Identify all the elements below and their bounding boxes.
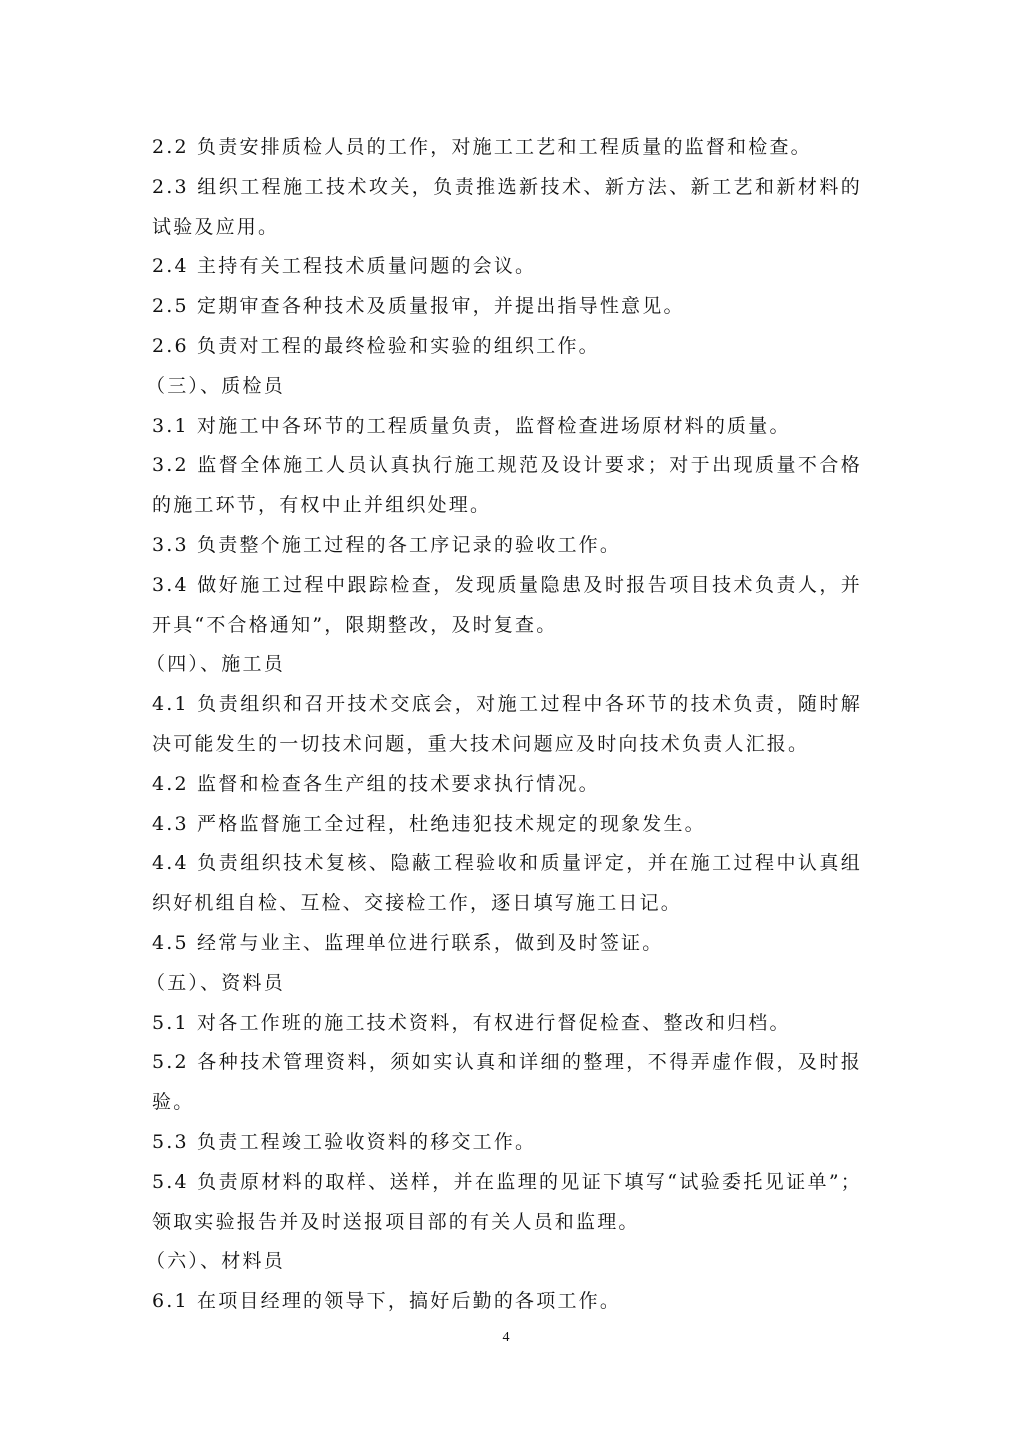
paragraph-4-1: 4.1 负责组织和召开技术交底会，对施工过程中各环节的技术负责，随时解决可能发生的一切技术问题，重大技术问题应及时向技术负责人汇报。 (152, 693, 862, 755)
document-body (146, 128, 862, 1322)
paragraph-5-1: 5.1 对各工作班的施工技术资料，有权进行督促检查、整改和归档。 (152, 1011, 791, 1034)
paragraph-3-3: 3.3 负责整个施工过程的各工序记录的验收工作。 (152, 533, 622, 556)
paragraph-3-4: 3.4 做好施工过程中跟踪检查，发现质量隐患及时报告项目技术负责人，并开具“不合格通知”，限期整改，及时复查。 (152, 573, 862, 636)
paragraph-3-1: 3.1 对施工中各环节的工程质量负责，监督检查进场原材料的质量。 (152, 414, 791, 437)
page-number: 4 (502, 1330, 510, 1345)
paragraph-2-5: 2.5 定期审查各种技术及质量报审，并提出指导性意见。 (152, 295, 685, 318)
paragraph-4-5: 4.5 经常与业主、监理单位进行联系，做到及时签证。 (152, 931, 664, 954)
paragraph-3-2: 3.2 监督全体施工人员认真执行施工规范及设计要求；对于出现质量不合格的施工环节，有权中止并组织处理。 (152, 454, 862, 517)
section-heading-quality-inspector: （三）、质检员 (146, 374, 285, 397)
paragraph-4-3: 4.3 严格监督施工全过程，杜绝违犯技术规定的现象发生。 (152, 812, 706, 835)
section-heading-construction-worker: （四）、施工员 (146, 653, 285, 676)
paragraph-5-3: 5.3 负责工程竣工验收资料的移交工作。 (152, 1130, 537, 1153)
paragraph-6-1: 6.1 在项目经理的领导下，搞好后勤的各项工作。 (152, 1290, 622, 1313)
paragraph-5-4: 5.4 负责原材料的取样、送样，并在监理的见证下填写“试验委托见证单”；领取实验报告并及时送报项目部的有关人员和监理。 (152, 1170, 862, 1233)
paragraph-2-2: 2.2 负责安排质检人员的工作，对施工工艺和工程质量的监督和检查。 (152, 136, 812, 158)
paragraph-2-6: 2.6 负责对工程的最终检验和实验的组织工作。 (152, 334, 600, 357)
section-heading-materials-clerk: （六）、材料员 (146, 1250, 285, 1273)
section-heading-documentation-clerk: （五）、资料员 (146, 971, 285, 994)
paragraph-5-2: 5.2 各种技术管理资料，须如实认真和详细的整理，不得弄虚作假，及时报验。 (152, 1051, 862, 1114)
paragraph-2-4: 2.4 主持有关工程技术质量问题的会议。 (152, 255, 537, 278)
paragraph-4-4: 4.4 负责组织技术复核、隐蔽工程验收和质量评定，并在施工过程中认真组织好机组自检、互检、交接检工作，逐日填写施工日记。 (152, 852, 862, 915)
paragraph-4-2: 4.2 监督和检查各生产组的技术要求执行情况。 (152, 772, 600, 795)
paragraph-2-3: 2.3 组织工程施工技术攻关，负责推选新技术、新方法、新工艺和新材料的试验及应用。 (152, 175, 862, 238)
